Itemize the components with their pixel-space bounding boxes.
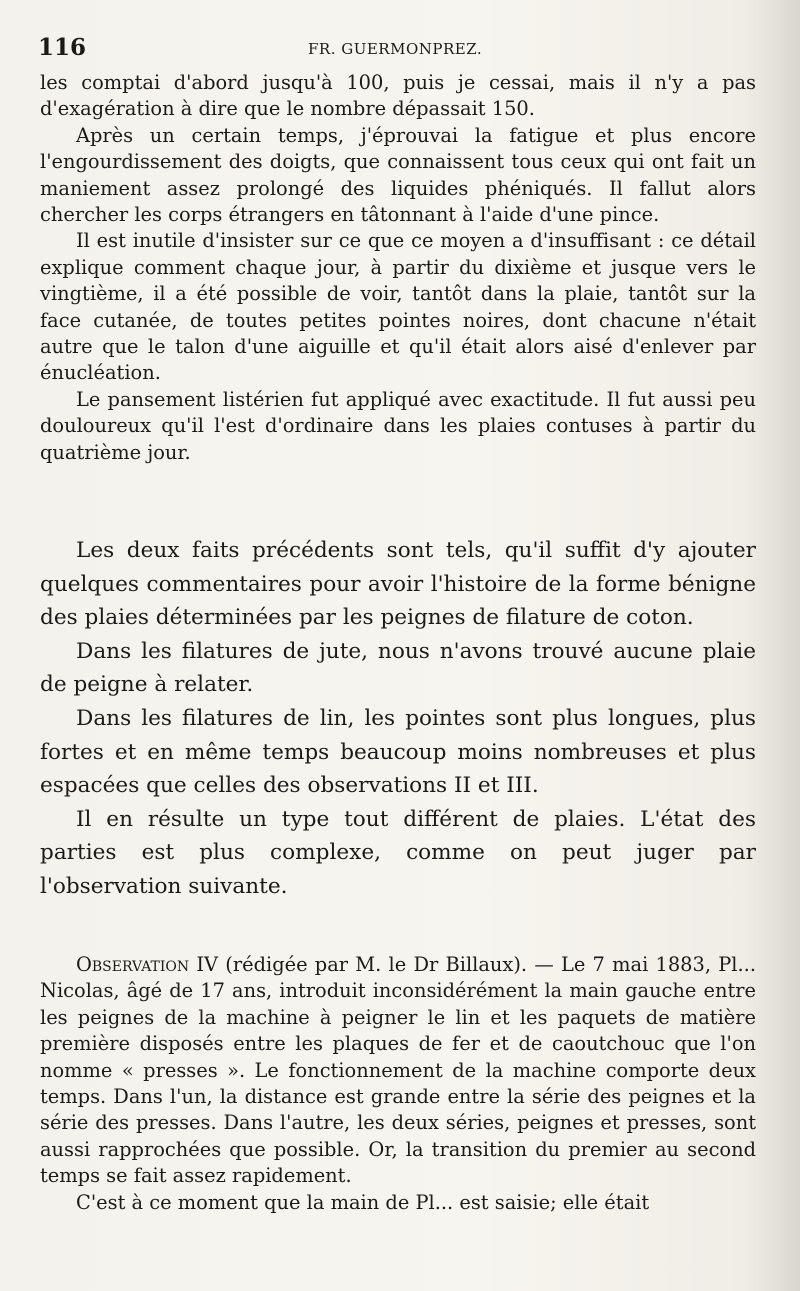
observation-label: Observation IV <box>76 953 219 976</box>
paragraph: Il est inutile d'insister sur ce que ce moyen a d'insuffisant : ce détail explique comment chaque jour, à partir du dixième et jusque vers le vingtième, il a été possible de voir, tantôt dans la plaie, tantôt sur la face cutanée, de toutes petites pointes noires, dont chacune n'était autre que le talon d'une aiguille et qu'il était alors aisé d'enlever par énucléation. <box>40 229 756 385</box>
paragraph: les comptai d'abord jusqu'à 100, puis je cessai, mais il n'y a pas d'exagération à dire que le nombre dépassait 150. <box>40 71 756 121</box>
observation-block <box>40 952 756 1216</box>
paragraph: C'est à ce moment que la main de Pl... est saisie; elle était <box>76 1190 650 1214</box>
paragraph: Le pansement listérien fut appliqué avec exactitude. Il fut aussi peu douloureux qu'il l'est d'ordinaire dans les plaies contuses à partir du quatrième jour. <box>40 387 756 464</box>
page-number: 116 <box>38 34 87 61</box>
paragraph: Dans les filatures de jute, nous n'avons trouvé aucune plaie de peigne à relater. <box>40 638 756 698</box>
commentary-block <box>40 534 756 904</box>
narrative-block <box>40 70 756 466</box>
paragraph: Dans les filatures de lin, les pointes sont plus longues, plus fortes et en même temps beaucoup moins nombreuses et plus espacées que celles des observations II et III. <box>40 705 756 799</box>
observation-paragraph <box>40 952 756 1190</box>
paragraph: Les deux faits précédents sont tels, qu'il suffit d'y ajouter quelques commentaires pour avoir l'histoire de la forme bénigne des plaies déterminées par les peignes de filature de coton. <box>40 538 756 631</box>
running-head: FR. GUERMONPREZ. <box>308 40 483 58</box>
observation-text: (rédigée par M. le Dr Billaux). — Le 7 mai 1883, Pl... Nicolas, âgé de 17 ans, introduit inconsidérément la main gauche entre les peignes de la machine à peigner le lin et les paquets de matière première disposés entre les plaques de fer et de caoutchouc que l'on nomme « presses ». Le fonctionnement de la machine comporte deux temps. Dans l'un, la distance est grande entre la série des peignes et la série des presses. Dans l'autre, les deux séries, peignes et presses, sont aussi rapprochées que possible. Or, la transition du premier au second temps se fait assez rapidement. <box>40 953 756 1188</box>
page-header <box>38 34 760 62</box>
paragraph: Après un certain temps, j'éprouvai la fatigue et plus encore l'engourdissement des doigts, que connaissent tous ceux qui ont fait un maniement assez prolongé des liquides phéniqués. Il fallut alors chercher les corps étrangers en tâtonnant à l'aide d'une pince. <box>40 123 756 227</box>
paragraph: Il en résulte un type tout différent de plaies. L'état des parties est plus complexe, comme on peut juger par l'observation suivante. <box>40 806 756 899</box>
